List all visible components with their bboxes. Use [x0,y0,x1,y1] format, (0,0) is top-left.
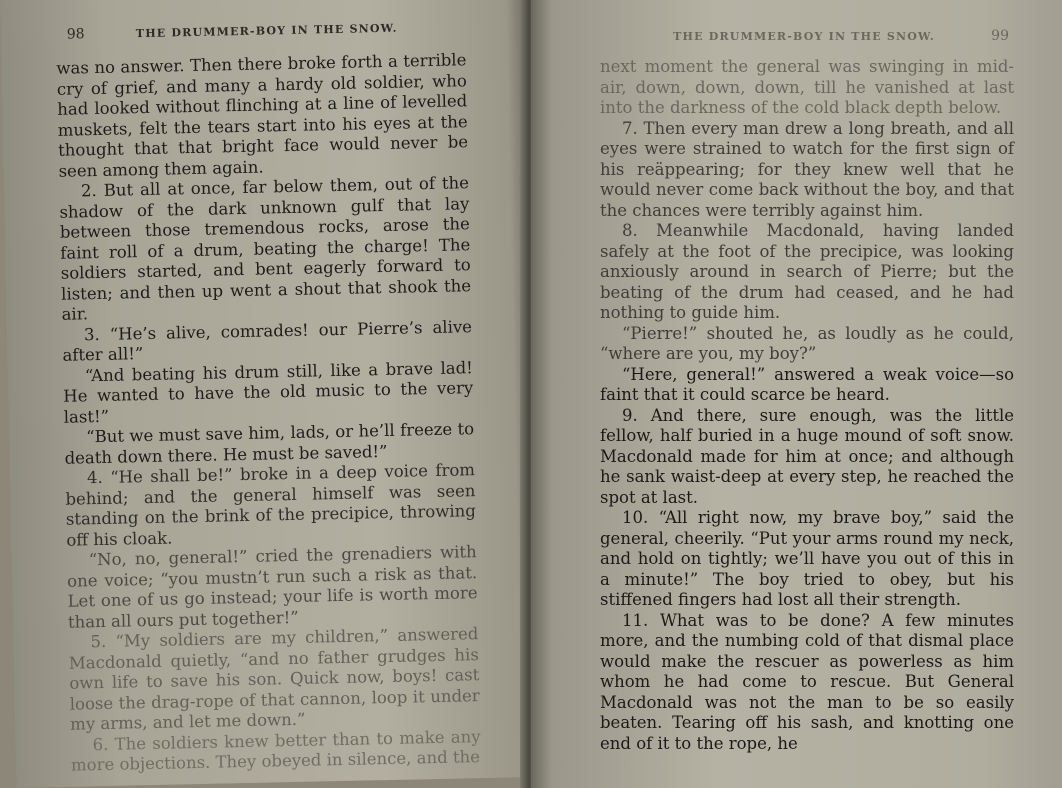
paragraph: 9. And there, sure enough, was the little fellow, half buried in a huge mound of soft snow. Macdonald made for him at once; and although he sank waist-deep at every step, he reached the spot at last. [600,405,1014,507]
paragraph: next moment the general was swinging in mid-air, down, down, down, till he vanished at last into the darkness of the cold black depth below. [600,57,1014,117]
paragraph: 7. Then every man drew a long breath, and all eyes were strained to watch for the first sign of his reäppearing; for they knew well that he would never come back without the boy, and that the chances were terribly against him. [600,118,1014,220]
paragraph: “Pierre!” shouted he, as loudly as he could, “where are you, my boy?” [600,323,1014,363]
paragraph: was no answer. Then there broke forth a terrible cry of grief, and many a hardy old soldier, who had looked without flinching at a line of levelled muskets, felt the tears start into his eyes at the thought that that bright face would never be seen among them again. [56,50,469,181]
paragraph: “And beating his drum still, like a brave lad! He wanted to have the old music to the very last!” [63,357,474,427]
left-page-header [67,18,467,48]
paragraph: 4. “He shall be!” broke in a deep voice from behind; and the general himself was seen standing on the brink of the precipice, throwing off his cloak. [65,460,476,550]
paragraph: 6. The soldiers knew better than to make any more objections. They obeyed in silence, and the [70,726,481,775]
right-page-number: 99 [991,28,1009,44]
left-page-text [56,50,481,776]
left-page-number: 98 [66,26,85,43]
paragraph: 10. “All right now, my brave boy,” said the general, cheerily. “Put your arms round my neck, and hold on tightly; we’ll have you out of this in a minute!” The boy tried to obey, but his stiffened fingers had lost all their strength. [600,508,1014,609]
paragraph: “No, no, general!” cried the grenadiers with one voice; “you mustn’t run such a risk as that. Let one of us go instead; your life is worth more than all ours put together!” [66,542,478,632]
paragraph: “Here, general!” answered a weak voice—so faint that it could scarce be heard. [600,364,1014,404]
paragraph: 11. What was to be done? A few minutes more, and the numbing cold of that dismal place would make the rescuer as powerless as him whom he had come to rescue. But General Macdonald was not the man to be so easily beaten. Tearing off his sash, and knotting one end of it to the rope, he [600,610,1014,753]
right-page [531,0,1062,788]
paragraph: 5. “My soldiers are my children,” answered Macdonald quietly, “and no father grudges his own life to save his son. Quick now, boys! cast loose the drag-rope of that cannon, loop it under my arms, and let me down.” [68,624,480,734]
paragraph: “But we must save him, lads, or he’ll freeze to death down there. He must be saved!” [64,419,475,468]
right-page-text [600,57,1014,754]
paragraph: 2. But all at once, far below them, out of the shadow of the dark unknown gulf that lay between those tremendous rocks, arose the faint roll of a drum, beating the charge! The soldiers started, and bent eagerly forward to listen; and then up went a shout that shook the air. [59,173,472,324]
right-page-header [599,28,1009,50]
left-running-head: THE DRUMMER-BOY IN THE SNOW. [135,21,398,41]
paragraph: 8. Meanwhile Macdonald, having landed safely at the foot of the precipice, was looking anxiously around in search of Pierre; but the beating of the drum had ceased, and he had nothing to guide him. [600,221,1014,322]
right-running-head: THE DRUMMER-BOY IN THE SNOW. [673,30,935,43]
paragraph: 3. “He’s alive, comrades! our Pierre’s alive after all!” [62,316,473,365]
